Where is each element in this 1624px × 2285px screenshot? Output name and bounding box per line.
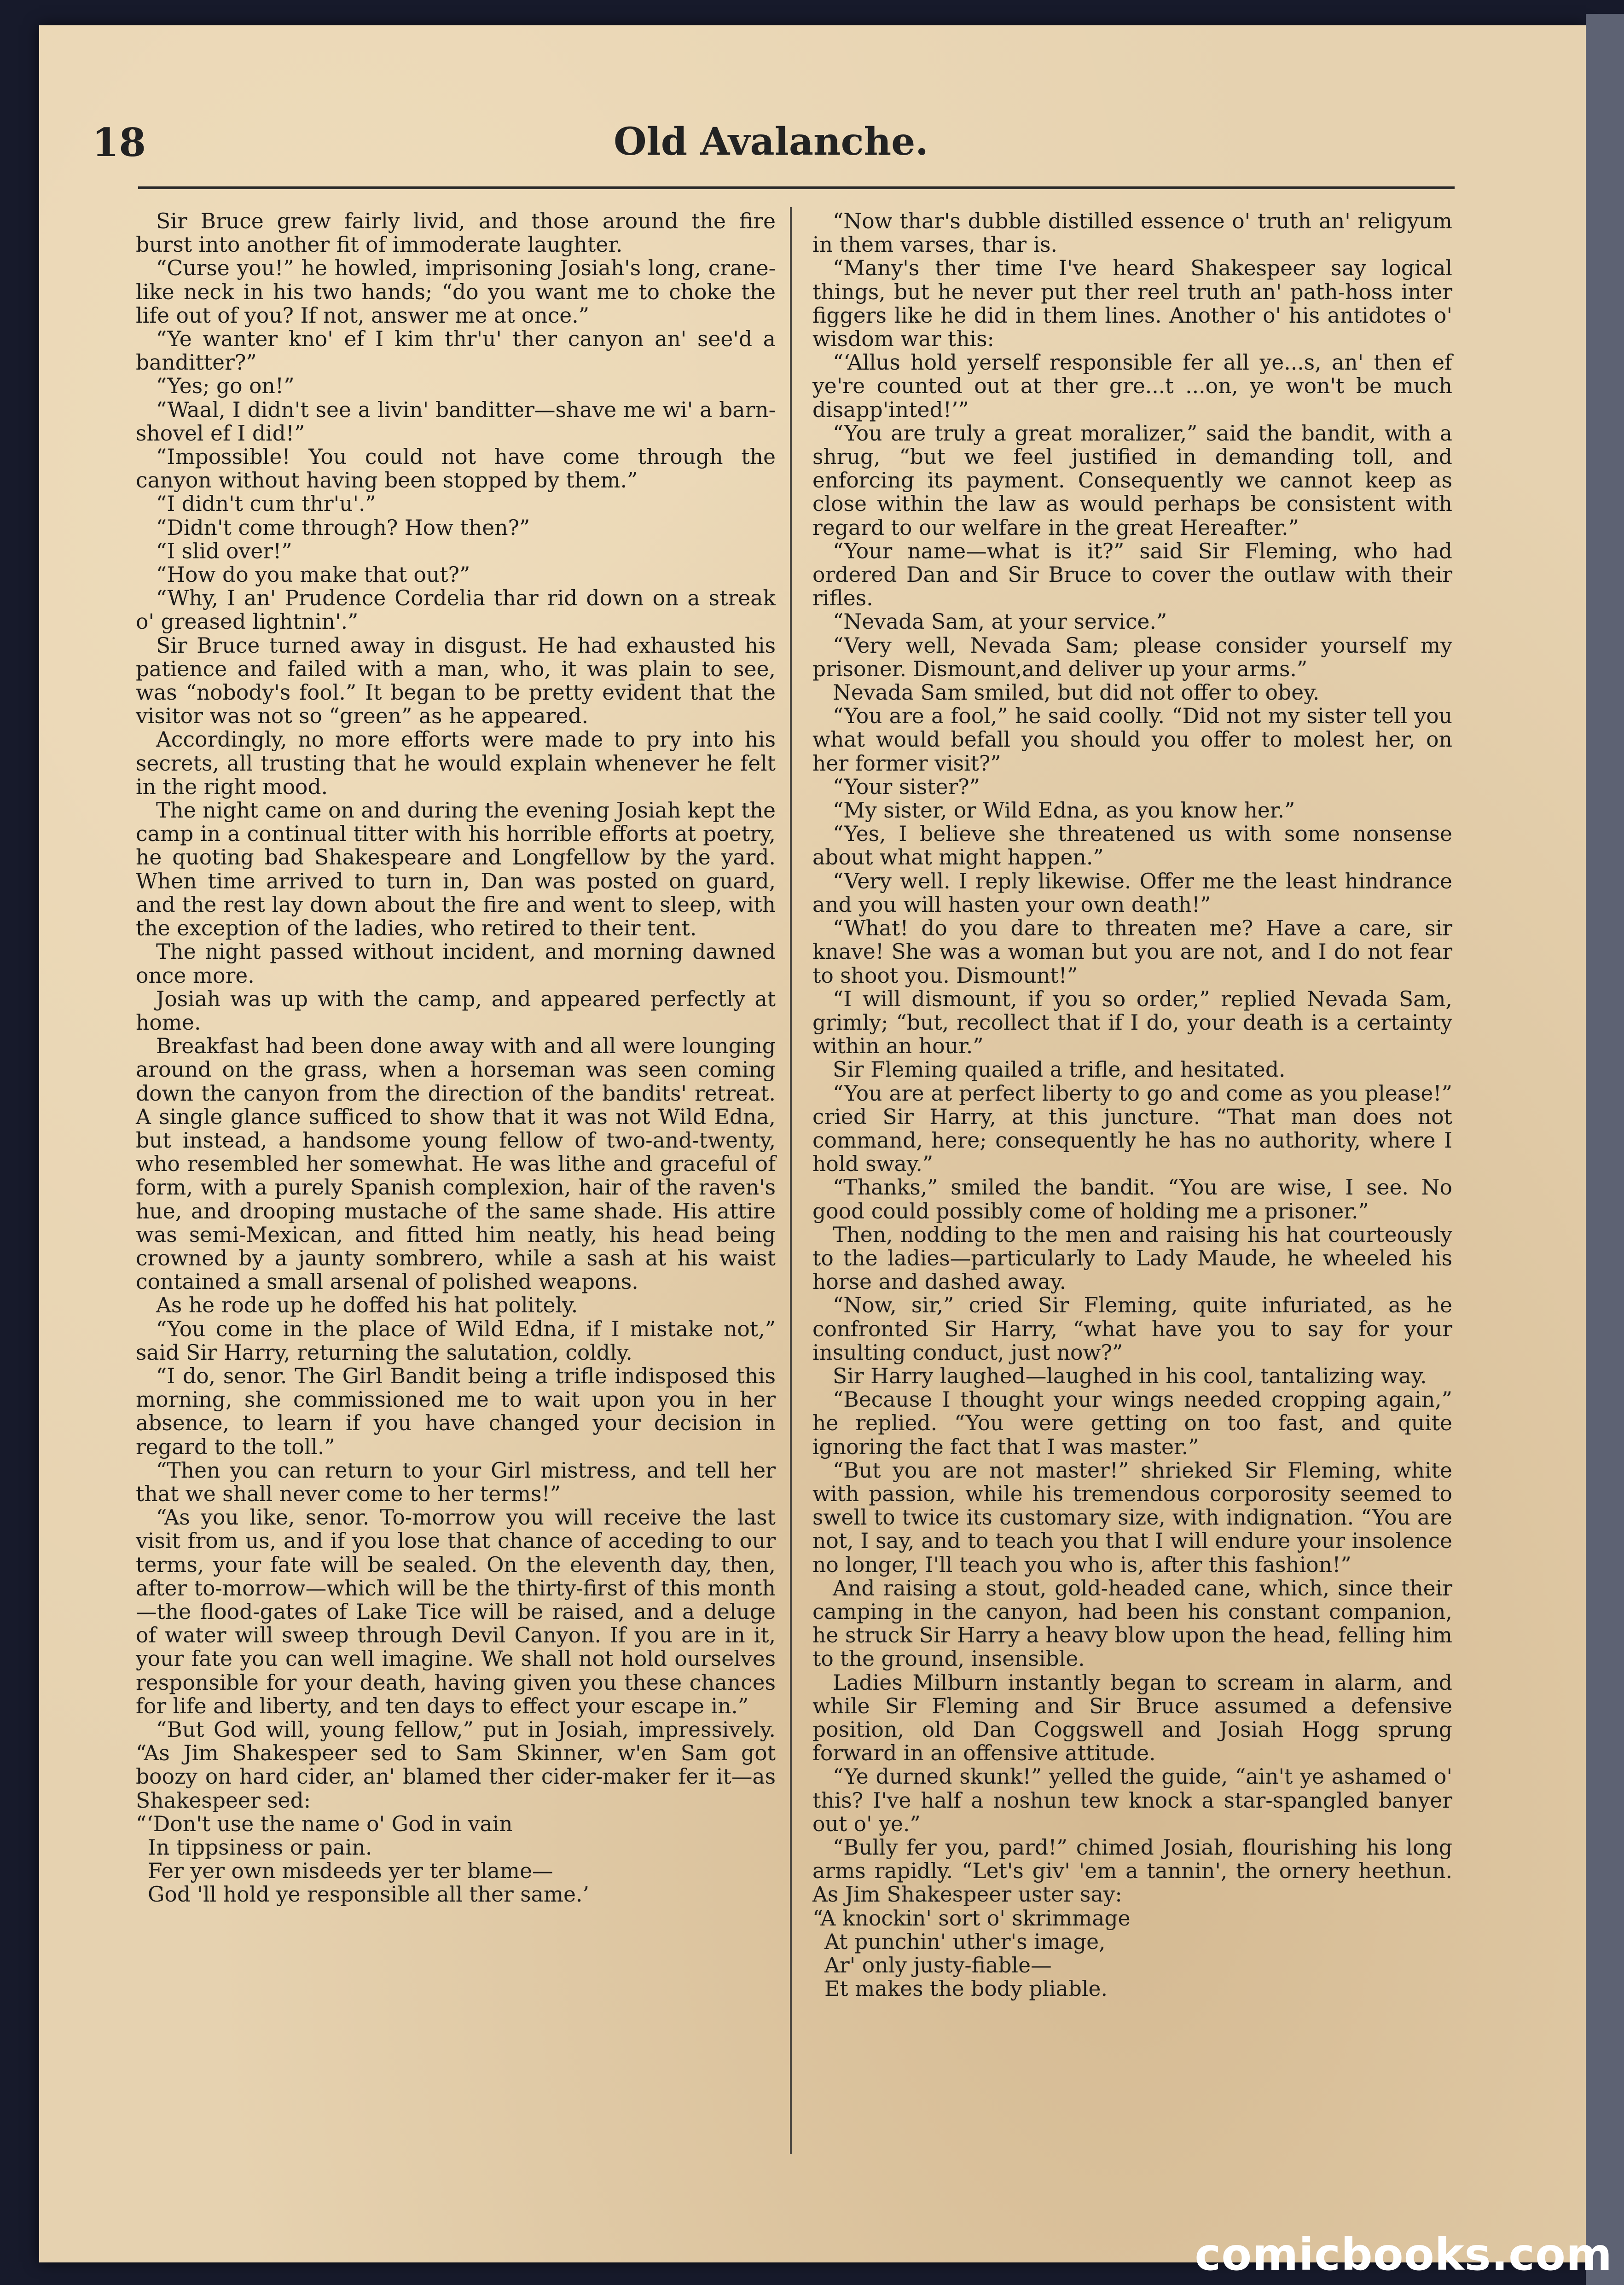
paragraph: “Yes; go on!” — [156, 374, 295, 399]
paragraph: “You are a fool,” he said coolly. “Did not my sister tell you what would befall you should you offer to molest her, on her former visit?” — [812, 704, 1452, 776]
paragraph: “Because I thought your wings needed cropping again,” he replied. “You were getting on too fast, and quite ignoring the fact that I was master.” — [812, 1387, 1452, 1459]
paragraph: “But you are not master!” shrieked Sir Fleming, white with passion, while his tremendous corporosity seemed to swell to twice its customary size, with indignation. “You are not, I say, and to teach you that I will endure your insolence no longer, I'll teach you who is, after this fashion!” — [812, 1458, 1452, 1577]
paragraph: “My sister, or Wild Edna, as you know her.” — [833, 798, 1295, 823]
column-divider — [790, 207, 792, 2154]
paragraph: “I will dismount, if you so order,” replied Nevada Sam, grimly; “but, recollect that if I do, your death is a certainty within an hour.” — [812, 986, 1452, 1059]
paragraph: “But God will, young fellow,” put in Josiah, impressively. “As Jim Shakespeer sed to Sam Skinner, w'en Sam got boozy on hard cider, an' blamed ther cider-maker fer it—as Shakespeer sed: — [136, 1717, 776, 1813]
verse-line: Ar' only justy-fiable— — [824, 1953, 1052, 1978]
paragraph: “Ye wanter kno' ef I kim thr'u' ther canyon an' see'd a banditter?” — [136, 327, 776, 375]
paragraph: Sir Bruce turned away in disgust. He had exhausted his patience and failed with a man, who, it was plain to see, was “nobody's fool.” It began to be pretty evident that the visitor was not so “green” as he appeared. — [136, 633, 776, 729]
paragraph: “Many's ther time I've heard Shakespeer say logical things, but he never put ther reel truth an' path-hoss inter figgers like he did in them lines. Another o' his antidotes o' wisdom war this: — [812, 256, 1452, 352]
verse-line: At punchin' uther's image, — [824, 1929, 1106, 1954]
paragraph: “What! do you dare to threaten me? Have a care, sir knave! She was a woman but you are not, and I do not fear to shoot you. Dismount!” — [812, 916, 1452, 988]
verse — [812, 1907, 1452, 2001]
paragraph: “Very well, Nevada Sam; please consider yourself my prisoner. Dismount,and deliver up your arms.” — [812, 633, 1452, 681]
paragraph: “Bully fer you, pard!” chimed Josiah, flourishing his long arms rapidly. “Let's giv' 'em a tannin', the ornery heethun. As Jim Shakespeer uster say: — [812, 1835, 1452, 1907]
paragraph: “Thanks,” smiled the bandit. “You are wise, I see. No good could possibly come of holding me a prisoner.” — [812, 1175, 1452, 1224]
paragraph: Breakfast had been done away with and all were lounging around on the grass, when a horseman was seen coming down the canyon from the direction of the bandits' retreat. A single glance sufficed to show that it was not Wild Edna, but instead, a handsome young fellow of two-and-twenty, who resembled her somewhat. He was lithe and graceful of form, with a purely Spanish complexion, hair of the raven's hue, and drooping mustache of the same shade. His attire was semi-Mexican, and fitted him neatly, his head being crowned by a jaunty sombrero, while a sash at his waist contained a small arsenal of polished weapons. — [136, 1034, 776, 1294]
paragraph: As he rode up he doffed his hat politely. — [156, 1293, 578, 1318]
verse-line: “A knockin' sort o' skrimmage — [812, 1906, 1131, 1931]
paragraph: “Nevada Sam, at your service.” — [833, 609, 1167, 634]
paragraph: The night passed without incident, and morning dawned once more. — [136, 940, 776, 988]
paragraph: Sir Harry laughed—laughed in his cool, tantalizing way. — [833, 1363, 1427, 1388]
paragraph: “You are at perfect liberty to go and come as you please!” cried Sir Harry, at this juncture. “That man does not command, here; consequently he has no authority, where I hold sway.” — [812, 1081, 1452, 1177]
binding-edge — [1586, 14, 1624, 2285]
page-number: 18 — [92, 120, 146, 165]
paragraph: Sir Bruce grew fairly livid, and those around the fire burst into another fit of immoderate laughter. — [136, 209, 776, 257]
paragraph: “Your name—what is it?” said Sir Fleming, who had ordered Dan and Sir Bruce to cover the outlaw with their rifles. — [812, 539, 1452, 611]
paragraph: And raising a stout, gold-headed cane, which, since their camping in the canyon, had been his constant companion, he struck Sir Harry a heavy blow upon the head, felling him to the ground, insensible. — [812, 1576, 1452, 1671]
paragraph: “How do you make that out?” — [156, 563, 470, 587]
page-header — [92, 120, 1450, 170]
left-column — [136, 209, 776, 1907]
paragraph: “You come in the place of Wild Edna, if I mistake not,” said Sir Harry, returning the salutation, coldly. — [136, 1316, 776, 1365]
right-column — [812, 209, 1452, 2001]
paragraph: The night came on and during the evening Josiah kept the camp in a continual titter with his horrible efforts at poetry, he quoting bad Shakespeare and Longfellow by the yard. When time arrived to turn in, Dan was posted on guard, and the rest lay down about the fire and went to sleep, with the exception of the ladies, who retired to their tent. — [136, 798, 776, 941]
verse-line: God 'll hold ye responsible all ther same.’ — [148, 1882, 590, 1907]
paragraph: “Very well. I reply likewise. Offer me the least hindrance and you will hasten your own death!” — [812, 869, 1452, 917]
paragraph: “As you like, senor. To-morrow you will receive the last visit from us, and if you lose that chance of acceding to our terms, your fate will be sealed. On the eleventh day, then, after to-morrow—which will be the thirty-first of this month—the flood-gates of Lake Tice will be raised, and a deluge of water will sweep through Devil Canyon. If you are in it, your fate you can well imagine. We shall not hold ourselves responsible for your death, having given you these chances for life and liberty, and ten days to effect your escape in.” — [136, 1505, 776, 1718]
paragraph: Ladies Milburn instantly began to scream in alarm, and while Sir Fleming and Sir Bruce assumed a defensive position, old Dan Coggswell and Josiah Hogg sprung forward in an offensive attitude. — [812, 1670, 1452, 1766]
paragraph: “Now, sir,” cried Sir Fleming, quite infuriated, as he confronted Sir Harry, “what have you to say for your insulting conduct, just now?” — [812, 1293, 1452, 1365]
verse-line: Et makes the body pliable. — [824, 1977, 1108, 2001]
paragraph: Josiah was up with the camp, and appeared perfectly at home. — [136, 986, 776, 1035]
paragraph: “Ye durned skunk!” yelled the guide, “ain't ye ashamed o' this? I've half a noshun tew knock a star-spangled banyer out o' ye.” — [812, 1764, 1452, 1836]
paragraph: “You are truly a great moralizer,” said the bandit, with a shrug, “but we feel justified in demanding toll, and enforcing its payment. Consequently we cannot keep as close within the law as would perhaps be consistent with regard to our welfare in the great Hereafter.” — [812, 421, 1452, 540]
paragraph: Then, nodding to the men and raising his hat courteously to the ladies—particularly to Lady Maude, he wheeled his horse and dashed away. — [812, 1222, 1452, 1294]
paragraph: “I slid over!” — [156, 539, 292, 563]
paragraph: “I do, senor. The Girl Bandit being a trifle indisposed this morning, she commissioned me to wait upon you in her absence, to learn if you have changed your decision in regard to the toll.” — [136, 1363, 776, 1459]
verse-line: Fer yer own misdeeds yer ter blame— — [148, 1859, 553, 1884]
paragraph: Sir Fleming quailed a trifle, and hesitated. — [833, 1057, 1286, 1082]
verse — [136, 1812, 776, 1907]
paragraph: “Now thar's dubble distilled essence o' truth an' religyum in them varses, thar is. — [812, 209, 1452, 257]
paragraph: “Didn't come through? How then?” — [156, 515, 530, 540]
paragraph: “I didn't cum thr'u'.” — [156, 492, 376, 516]
paragraph: “Impossible! You could not have come through the canyon without having been stopped by them.” — [136, 445, 776, 493]
paragraph: “Why, I an' Prudence Cordelia thar rid down on a streak o' greased lightnin'.” — [136, 586, 776, 634]
watermark: comicbooks.com — [1195, 2229, 1612, 2280]
header-rule — [138, 186, 1455, 189]
paragraph: “Waal, I didn't see a livin' banditter—shave me wi' a barn-shovel ef I did!” — [136, 397, 776, 446]
paragraph: “Your sister?” — [833, 774, 980, 799]
paragraph: “Yes, I believe she threatened us with some nonsense about what might happen.” — [812, 822, 1452, 870]
paragraph: “‘Allus hold yerself responsible fer all ye...s, an' then ef ye're counted out at ther gre...t ...on, ye won't be much disapp'inted!’” — [812, 350, 1452, 422]
verse-line: “‘Don't use the name o' God in vain — [136, 1811, 513, 1836]
paragraph: “Then you can return to your Girl mistress, and tell her that we shall never come to her terms!” — [136, 1458, 776, 1506]
paragraph: Accordingly, no more efforts were made to pry into his secrets, all trusting that he would explain whenever he felt in the right mood. — [136, 727, 776, 799]
paragraph: Nevada Sam smiled, but did not offer to obey. — [833, 680, 1320, 705]
page-title: Old Avalanche. — [614, 120, 928, 164]
paragraph: “Curse you!” he howled, imprisoning Josiah's long, crane-like neck in his two hands; “do you want me to choke the life out of you? If not, answer me at once.” — [136, 256, 776, 328]
verse-line: In tippsiness or pain. — [148, 1835, 372, 1860]
